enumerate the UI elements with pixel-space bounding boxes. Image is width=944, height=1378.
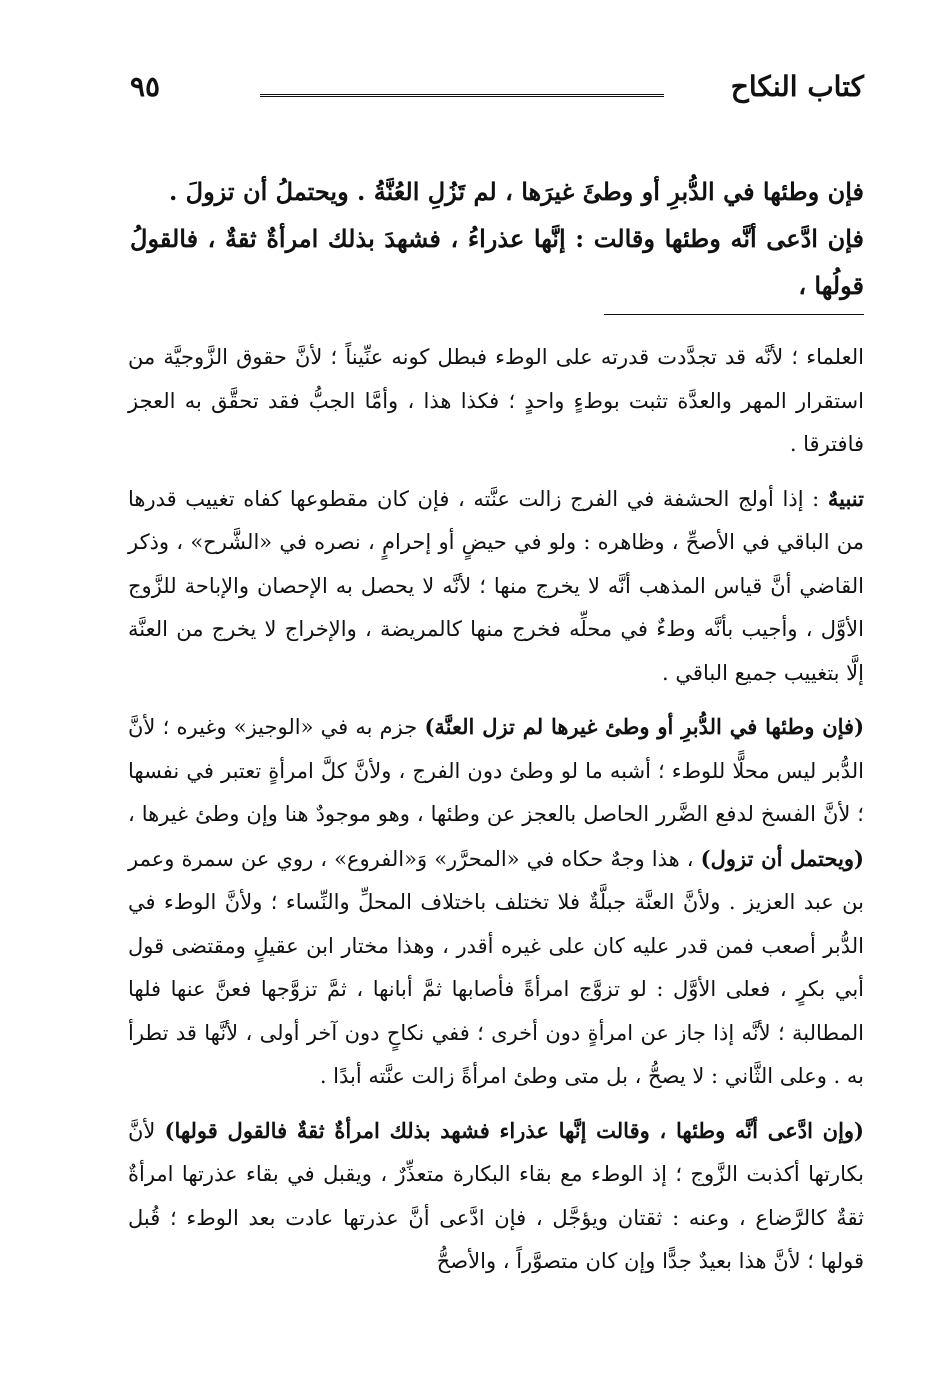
quoted-main-text: (ويحتمل أن تزول) [700,845,864,871]
commentary-paragraph [128,336,864,467]
paragraph-text: جزم به في «الوجيز» وغيره ؛ لأنَّ الدُّبر ليس محلًّا للوطء ؛ أشبه ما لو وطئ دون الفرج ، ولأنَّ كلَّ امرأةٍ تعتبر في نفسها ؛ لأنَّ الفسخ لدفع الضَّرر الحاصل بالعجز عن وطئها ، وهو موجودٌ هنا وإن وطئ غيرها ، [128,715,864,826]
commentary [128,336,864,1294]
paragraph-text: : إذا أولج الحشفة في الفرج زالت عنَّته ، فإن كان مقطوعها كفاه تغييب قدرها من الباقي في الأصحِّ ، وظاهره : ولو في حيضٍ أو إحرامٍ ، نصره في «الشَّرح» ، وذكر القاضي أنَّ قياس المذهب أنَّه لا يخرج منها ؛ لأنَّه لا يحصل به الإحصان والإباحة للزَّوج الأوَّل ، وأجيب بأنَّه وطءٌ في محلِّه فخرج منها كالمريضة ، والإخراج لا يخرج من العنَّة إلَّا بتغييب جميع الباقي . [128,486,864,685]
page-number: ٩٥ [130,70,161,103]
main-text [130,168,864,309]
quoted-main-text: (فإن وطئها في الدُّبرِ أو وطئ غيرها لم تزل العنَّة) [424,714,865,739]
paragraph-text: ، هذا وجهٌ حكاه في «المحرَّر» وَ«الفروع» ، روي عن سمرة وعمر بن عبد العزيز . ولأنَّ العنَّة جبلَّةٌ فلا تختلف باختلاف المحلِّ والنِّساء ؛ ولأنَّ الوطء في الدُّبر أصعب فمن قدر عليه كان على غيره أقدر ، وهذا مختار ابن عقيلٍ ومقتضى قول أبي بكرٍ ، فعلى الأوَّل : لو تزوَّج امرأةً فأصابها ثمَّ أبانها ، ثمَّ تزوَّجها فعنَّ عنها فلها المطالبة ؛ لأنَّه إذا جاز عن امرأةٍ دون أخرى ؛ ففي نكاحٍ دون آخر أولى ، لأنَّها قد تطرأ به . وعلى الثَّاني : لا يصحُّ ، بل متى وطئ امرأةً زالت عنَّته أبدًا . [128,846,864,1088]
commentary-paragraph [128,1109,864,1284]
main-text-line: فإن وطئها في الدُّبرِ أو وطئَ غيرَها ، لم تَزُلِ العُنَّةُ . ويحتملُ أن تزولَ . [168,177,864,206]
running-header [130,70,864,118]
quoted-main-text: (وإن ادَّعى أنَّه وطئها ، وقالت إنَّها عذراء فشهد بذلك امرأةٌ ثقةٌ فالقول قولها) [164,1117,864,1143]
commentary-paragraph [128,705,864,1099]
text-divider [604,314,864,315]
book-title: كتاب النكاح [730,70,864,103]
paragraph-text: لأنَّ بكارتها أكذبت الزَّوج ؛ إذ الوطء مع بقاء البكارة متعذِّرٌ ، ويقبل في بقاء عذرتها امرأةٌ ثقةٌ كالرَّضاع ، وعنه : ثقتان ويؤجَّل ، فإن ادَّعى أنَّ عذرتها عادت بعد الوطء ؛ قُبل قولها ؛ لأنَّ هذا بعيدٌ جدًّا وإن كان متصوَّراً ، والأصحُّ [128,1118,864,1273]
notice-paragraph [128,477,864,696]
notice-label: تنبيهٌ [827,485,864,511]
main-text-line: فإن ادَّعى أنَّه وطئها وقالت : إنَّها عذراءُ ، فشهدَ بذلك امرأةٌ ثقةٌ ، فالقولُ قولُها ، [130,224,864,300]
paragraph-text: العلماء ؛ لأنَّه قد تجدَّدت قدرته على الوطء فبطل كونه عنِّيناً ؛ لأنَّ حقوق الزَّوجيَّة من استقرار المهر والعدَّة تثبت بوطءٍ واحدٍ ؛ فكذا هذا ، وأمَّا الجبُّ فقد تحقَّق به العجز فافترقا . [128,345,864,456]
header-rule [260,94,664,97]
